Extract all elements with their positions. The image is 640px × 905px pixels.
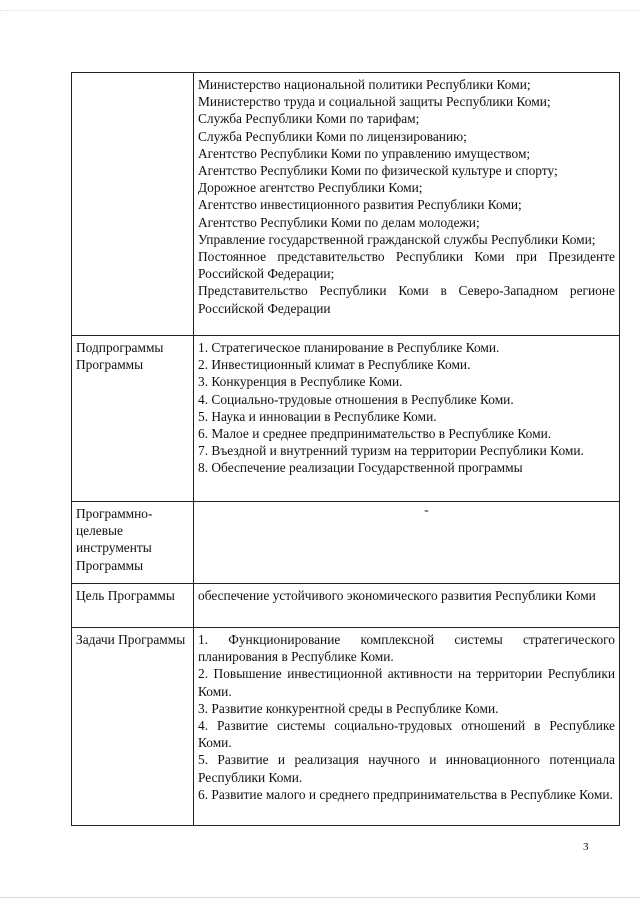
page-number: 3 [583, 841, 589, 853]
list-item: 5. Развитие и реализация научного и инновационного потенциала Республики Коми. [198, 752, 615, 785]
table-row-tasks [72, 628, 620, 826]
row-label: Задачи Программы [72, 628, 194, 826]
tasks-list [194, 628, 620, 826]
table-row-responsible [72, 73, 620, 336]
list-item: Агентство Республики Коми по делам молодежи; [198, 214, 480, 230]
list-item: 6. Развитие малого и среднего предпринимательства в Республике Коми. [198, 786, 613, 802]
table-row-instruments [72, 502, 620, 584]
list-item: Дорожное агентство Республики Коми; [198, 180, 423, 196]
goal-value: обеспечение устойчивого экономического развития Республики Коми [194, 584, 620, 628]
list-item: Постоянное представительство Республики Коми при Президенте Российской Федерации; [198, 249, 615, 282]
list-item: 3. Конкуренция в Республике Коми. [198, 374, 403, 390]
list-item: 3. Развитие конкурентной среды в Республике Коми. [198, 700, 499, 716]
row-label [72, 73, 194, 336]
list-item: Представительство Республики Коми в Северо-Западном регионе Российской Федерации [198, 283, 615, 316]
scan-edge-marks [0, 10, 640, 13]
table-row-goal [72, 584, 620, 628]
list-item: 7. Въездной и внутренний туризм на территории Республики Коми. [198, 443, 584, 459]
list-item: Министерство национальной политики Республики Коми; [198, 77, 531, 92]
list-item: 2. Повышение инвестиционной активности на территории Республики Коми. [198, 666, 615, 699]
list-item: 1. Стратегическое планирование в Республике Коми. [198, 340, 500, 355]
row-label: Цель Программы [72, 584, 194, 628]
list-item: Агентство инвестиционного развития Республики Коми; [198, 197, 522, 213]
responsible-list [194, 73, 620, 336]
list-item: 2. Инвестиционный климат в Республике Коми. [198, 357, 471, 373]
row-label: Программно-целевые инструменты Программы [72, 502, 194, 584]
list-item: 4. Социально-трудовые отношения в Республике Коми. [198, 391, 514, 407]
list-item: Служба Республики Коми по тарифам; [198, 111, 420, 127]
list-item: Служба Республики Коми по лицензированию; [198, 128, 467, 144]
empty-dash: - [424, 502, 429, 517]
list-item: 8. Обеспечение реализации Государственной программы [198, 460, 523, 476]
list-item: Управление государственной гражданской службы Республики Коми; [198, 231, 596, 247]
list-item: 4. Развитие системы социально-трудовых отношений в Республике Коми. [198, 718, 615, 751]
list-item: Агентство Республики Коми по управлению имуществом; [198, 145, 531, 161]
table-row-subprograms [72, 336, 620, 502]
list-item: Министерство труда и социальной защиты Республики Коми; [198, 94, 551, 110]
row-label: Подпрограммы Программы [72, 336, 194, 502]
list-item: 5. Наука и инновации в Республике Коми. [198, 408, 437, 424]
subprograms-list [194, 336, 620, 502]
list-item: 1. Функционирование комплексной системы стратегического планирования в Республике Коми. [198, 632, 615, 665]
list-item: Агентство Республики Коми по физической культуре и спорту; [198, 163, 558, 179]
scan-bottom-edge [0, 897, 640, 898]
instruments-value [194, 502, 620, 584]
program-passport-table [71, 72, 620, 826]
list-item: 6. Малое и среднее предпринимательство в Республике Коми. [198, 426, 552, 442]
